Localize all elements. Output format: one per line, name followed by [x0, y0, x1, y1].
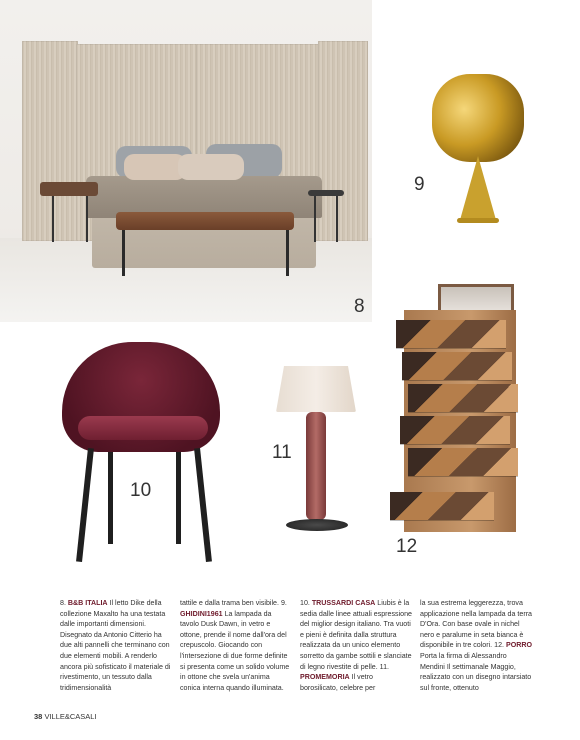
text-column-1	[60, 598, 172, 693]
brand-name: PORRO	[505, 641, 532, 650]
magazine-name: VILLE&CASALI	[44, 712, 97, 721]
chair-leg	[176, 446, 181, 544]
chair-seat	[78, 416, 208, 440]
page-footer	[34, 712, 97, 721]
caption-body: Il vetro borosilicato, celebre per	[300, 673, 376, 692]
chest-drawer	[408, 384, 518, 412]
caption-12	[420, 598, 532, 693]
chair-leg	[108, 446, 113, 544]
figure-number-10: 10	[130, 480, 152, 501]
chest-drawer	[402, 352, 512, 380]
caption-body: Liubis è la sedia dalle linee attuali espressione del miglior design italiano. Tra vuoti e pieni è definita dalla struttura realizzata da un unico elemento sorretto da gambe sottili e slanciate di legno rivestite di pelle.	[300, 599, 412, 671]
figure-number-12: 12	[396, 536, 418, 557]
caption-10-11	[300, 598, 412, 693]
figure-number-9: 9	[414, 174, 425, 195]
pillow	[178, 154, 244, 180]
floor-lamp-base	[286, 519, 348, 531]
brand-name: PROMEMORIA	[300, 673, 350, 682]
caption-9	[180, 598, 292, 693]
caption-8	[60, 598, 172, 693]
bed-photo	[0, 0, 372, 322]
text-column-3	[300, 598, 412, 693]
floor-lamp-shade	[276, 366, 356, 412]
caption-body: Il letto Dike della collezione Maxalto ha una testata dalle importanti dimensioni. Disegnato da Antonio Citterio ha due alti pannelli che terminano con due elementi mobili. A renderlo ancora più sofisticato il materiale di rivestimento, un tessuto dalla tridimensionalità	[60, 599, 171, 692]
pillow	[124, 154, 186, 180]
nightstand-leg	[86, 196, 88, 242]
brand-name: TRUSSARDI CASA	[311, 599, 376, 607]
caption-number: 9.	[280, 599, 287, 607]
brand-name: GHIDINI1961	[180, 609, 223, 618]
caption-number: 12.	[494, 641, 506, 650]
bench-leg	[122, 230, 125, 276]
caption-body: la sua estrema leggerezza, trova applicazione nella lampada da terra D'Ora. Con base ovale in nichel nero e paralume in seta bianca è disponibile in tre colori.	[420, 599, 532, 650]
text-column-4	[420, 598, 532, 693]
caption-number: 8.	[60, 599, 68, 607]
nightstand-leg	[314, 196, 316, 242]
table-lamp-foot	[457, 218, 499, 223]
chair-leg	[76, 448, 94, 562]
chest-drawer	[400, 416, 510, 444]
floor-lamp-stem	[306, 412, 326, 520]
nightstand-leg	[52, 196, 54, 242]
caption-number: 11.	[379, 662, 389, 671]
nightstand-leg	[336, 196, 338, 242]
headboard-panel-left-wing	[22, 41, 78, 241]
table-lamp-shade	[432, 74, 524, 162]
page-number: 38	[34, 712, 43, 721]
table-lamp-base	[460, 156, 496, 220]
bench	[116, 212, 294, 230]
chest-drawer	[390, 492, 494, 520]
figure-number-11: 11	[272, 442, 292, 463]
nightstand-left	[40, 182, 98, 196]
caption-number: 10.	[300, 599, 312, 607]
headboard-panel-right-wing	[318, 41, 368, 241]
chest-drawer	[396, 320, 506, 348]
text-column-2	[180, 598, 292, 693]
chest-drawer	[408, 448, 518, 476]
caption-body: La lampada da tavolo Dusk Dawn, in vetro e ottone, prende il nome dall'ora del crepuscolo. Giocando con l'intersezione di due forme definite si presenta come un solido volume in ottone che svela un'anima conica interna quando illuminata.	[180, 609, 290, 692]
brand-name: B&B ITALIA	[67, 599, 108, 607]
bench-leg	[286, 230, 289, 276]
chair-leg	[194, 448, 212, 562]
figure-number-8: 8	[354, 296, 365, 317]
caption-continuation: tattile e dalla trama ben visibile.	[180, 599, 281, 607]
caption-body: Porta la firma di Alessandro Mendini Il settimanale Maggio, realizzato con un disegno intarsiato sul fronte, ottenuto	[420, 651, 532, 692]
